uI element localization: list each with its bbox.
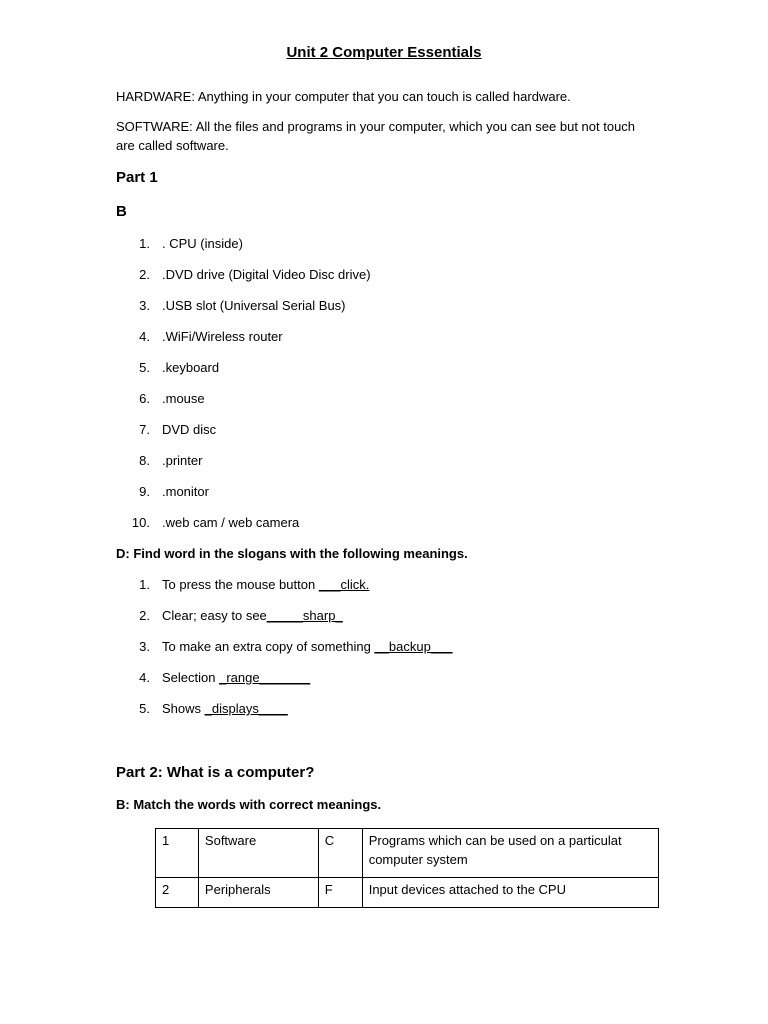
list-item-number: 8. — [139, 453, 150, 468]
row-meaning — [362, 829, 658, 878]
answer-blank: _____sharp_ — [266, 608, 343, 623]
part2-section-b: B: Match the words with correct meanings. — [116, 797, 382, 812]
list-item — [162, 670, 310, 685]
answer-blank: _range_______ — [219, 670, 311, 685]
answer-blank: _displays____ — [204, 701, 288, 716]
answer-blank: ___click. — [318, 577, 370, 592]
part1-heading: Part 1 — [116, 169, 158, 186]
list-item: .printer — [162, 453, 203, 468]
list-item-number: 3. — [139, 298, 150, 313]
list-item-number: 5. — [139, 701, 150, 716]
document-title: Unit 2 Computer Essentials — [286, 44, 482, 61]
row-number: 2 — [156, 878, 199, 908]
list-item — [162, 577, 369, 592]
list-item — [162, 701, 288, 716]
meaning-line: Programs which can be used on a particulat — [368, 833, 622, 848]
list-item: DVD disc — [162, 422, 217, 437]
list-item-number: 2. — [139, 608, 150, 623]
list-item: .keyboard — [162, 360, 220, 375]
list-item-number: 6. — [139, 391, 150, 406]
answer-blank: __backup___ — [374, 639, 453, 654]
meaning-line: computer system — [368, 852, 468, 867]
list-item-number: 3. — [139, 639, 150, 654]
table-row — [156, 878, 659, 908]
hardware-definition: HARDWARE: Anything in your computer that you can touch is called hardware. — [116, 89, 571, 104]
list-item — [162, 608, 343, 623]
list-item-number: 10. — [131, 515, 150, 530]
row-meaning — [362, 878, 658, 908]
list-item: .monitor — [162, 484, 209, 499]
row-letter: C — [318, 829, 362, 878]
list-item-number: 4. — [139, 329, 150, 344]
row-number: 1 — [156, 829, 199, 878]
list-item-number: 1. — [139, 236, 150, 251]
row-word: Peripherals — [198, 878, 318, 908]
list-item: .WiFi/Wireless router — [162, 329, 283, 344]
software-definition-line1: SOFTWARE: All the files and programs in your computer, which you can see but not touch — [116, 119, 636, 134]
part2-heading: Part 2: What is a computer? — [116, 764, 315, 781]
list-item — [162, 639, 453, 654]
list-item: .USB slot (Universal Serial Bus) — [162, 298, 346, 313]
question-text: To press the mouse button — [162, 577, 319, 592]
table-row — [156, 829, 659, 878]
list-item-number: 9. — [139, 484, 150, 499]
list-item: .web cam / web camera — [162, 515, 300, 530]
question-text: Clear; easy to see — [162, 608, 267, 623]
list-item-number: 4. — [139, 670, 150, 685]
list-item-number: 7. — [139, 422, 150, 437]
software-definition-line2: are called software. — [116, 138, 229, 153]
list-item-number: 5. — [139, 360, 150, 375]
section-d-heading: D: Find word in the slogans with the following meanings. — [116, 546, 468, 561]
match-table — [155, 828, 659, 908]
row-letter: F — [318, 878, 362, 908]
list-item: .mouse — [162, 391, 205, 406]
meaning-line: Input devices attached to the CPU — [368, 882, 566, 897]
part1-section-b: B — [116, 203, 127, 220]
question-text: Shows — [162, 701, 205, 716]
list-item: . CPU (inside) — [162, 236, 243, 251]
question-text: To make an extra copy of something — [162, 639, 375, 654]
list-item-number: 1. — [139, 577, 150, 592]
list-item-number: 2. — [139, 267, 150, 282]
question-text: Selection — [162, 670, 220, 685]
row-word: Software — [198, 829, 318, 878]
list-item: .DVD drive (Digital Video Disc drive) — [162, 267, 371, 282]
